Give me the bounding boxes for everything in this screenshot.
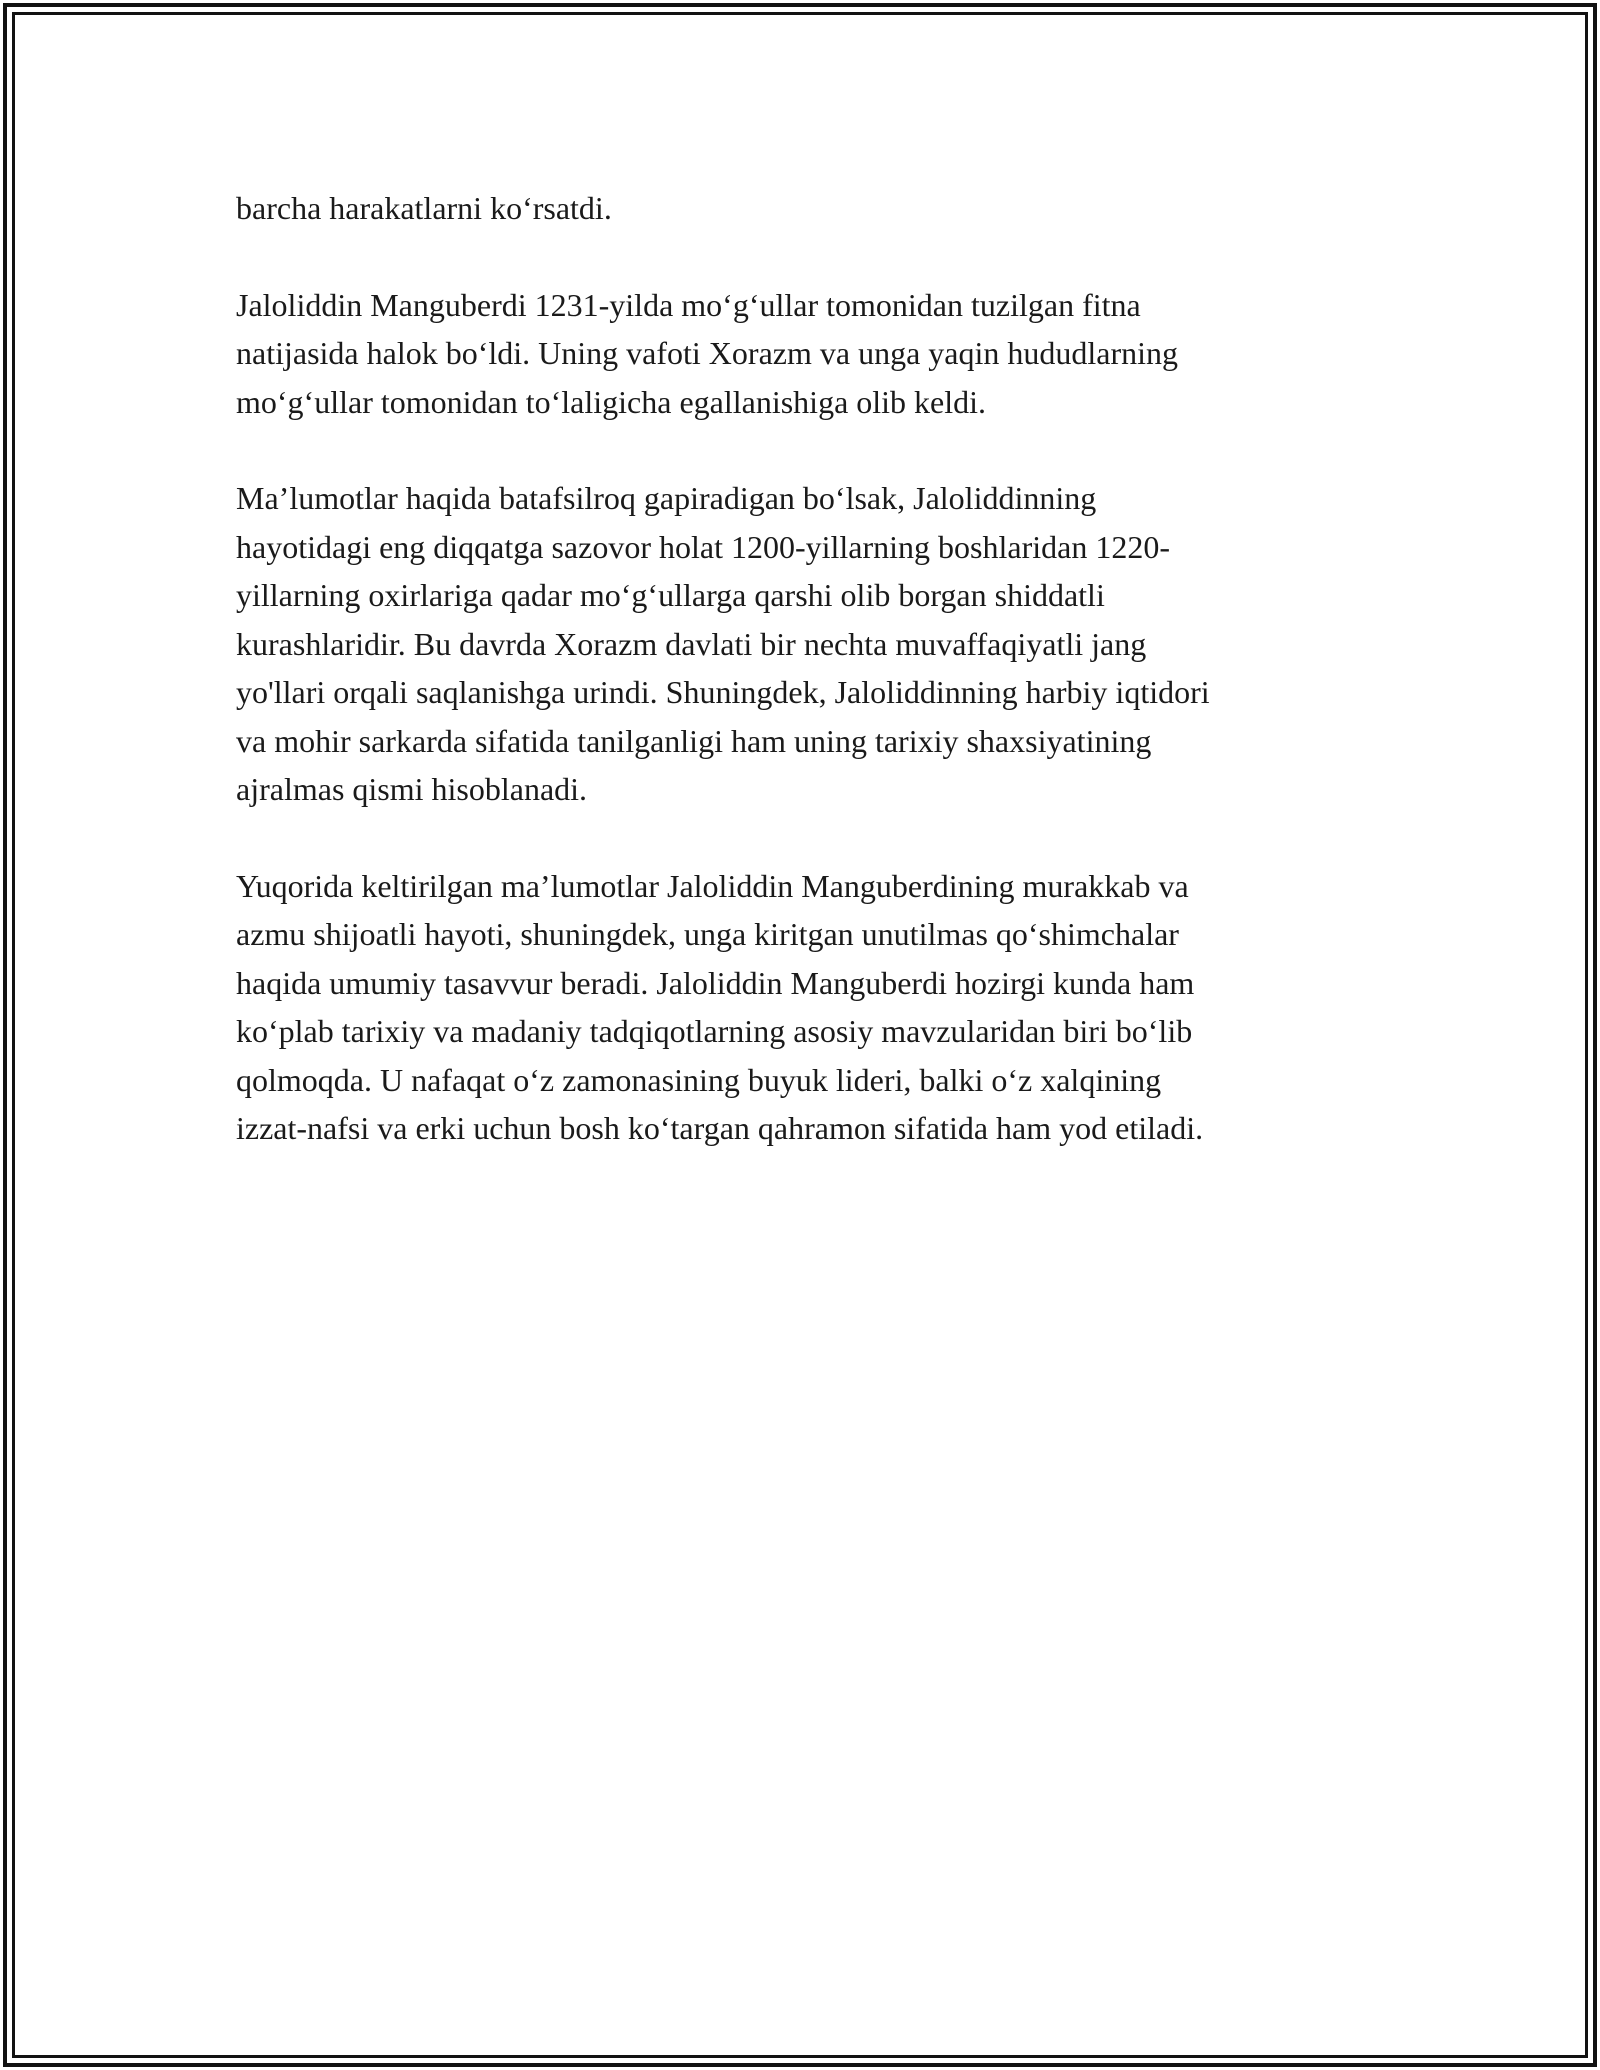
- paragraph-3: Ma’lumotlar haqida batafsilroq gapiradigan bo‘lsak, Jaloliddinning hayotidagi eng diqqatga sazovor holat 1200-yillarning boshlaridan 1220- yillarning oxirlariga qadar mo‘g‘ullarga qarshi olib borgan shiddatli kurashlaridir. Bu davrda Xorazm davlati bir nechta muvaffaqiyatli jang yo'llari orqali saqlanishga urindi. Shuningdek, Jaloliddinning harbiy iqtidori va mohir sarkarda sifatida tanilganligi ham uning tarixiy shaxsiyatining ajralmas qismi hisoblanadi.: [236, 480, 1210, 807]
- paragraph-2: Jaloliddin Manguberdi 1231-yilda mo‘g‘ullar tomonidan tuzilgan fitna natijasida halok bo‘ldi. Uning vafoti Xorazm va unga yaqin hududlarning mo‘g‘ullar tomonidan to‘laligicha egallanishiga olib keldi.: [236, 286, 1178, 420]
- paragraph-4: Yuqorida keltirilgan ma’lumotlar Jaloliddin Manguberdining murakkab va azmu shijoatli hayoti, shuningdek, unga kiritgan unutilmas qo‘shimchalar haqida umumiy tasavvur beradi. Jaloliddin Manguberdi hozirgi kunda ham ko‘plab tarixiy va madaniy tadqiqotlarning asosiy mavzularidan biri bo‘lib qolmoqda. U nafaqat o‘z zamonasining buyuk lideri, balki o‘z xalqining izzat-nafsi va erki uchun bosh ko‘targan qahramon sifatida ham yod etiladi.: [236, 867, 1204, 1146]
- document-body: [236, 184, 1376, 1201]
- paragraph-1: barcha harakatlarni ko‘rsatdi.: [236, 190, 612, 226]
